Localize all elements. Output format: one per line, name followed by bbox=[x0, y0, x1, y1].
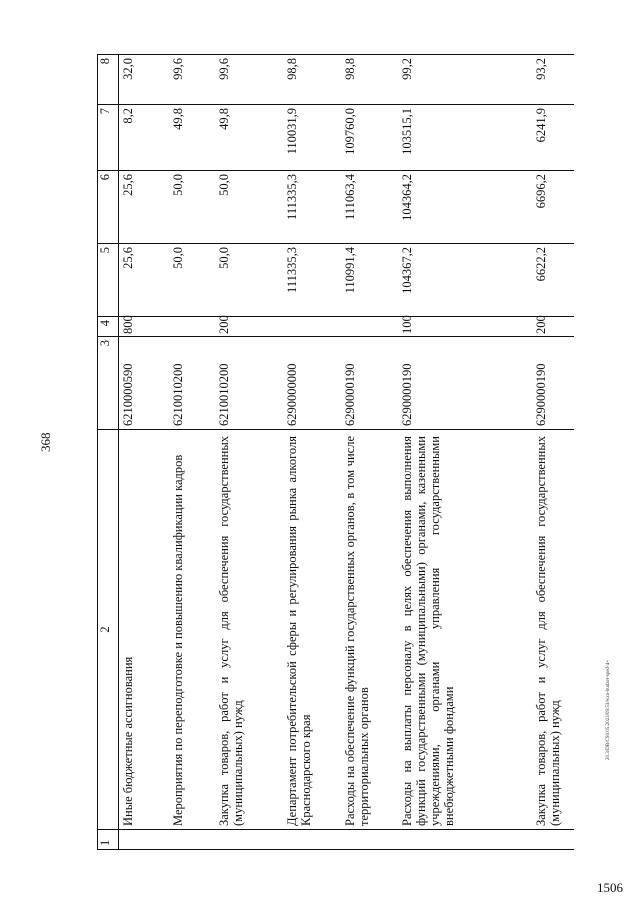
table-row bbox=[169, 55, 215, 850]
row-value-8: 99,6 bbox=[215, 55, 283, 105]
row-name: Расходы на выплаты персоналу в целях обеспечения выполнения функций государственными (муниципальными) органами, казенными учреждениями, органами управления государственными внебюджетными фондами bbox=[398, 430, 532, 830]
table-row bbox=[398, 55, 532, 850]
row-value-6: 111335,3 bbox=[283, 171, 341, 244]
row-code: 6210010200 bbox=[169, 337, 215, 430]
header-col-6: 6 bbox=[98, 171, 119, 244]
row-value-5: 50,0 bbox=[169, 244, 215, 317]
row-value-8: 99,2 bbox=[398, 55, 532, 105]
row-type: 800 bbox=[119, 317, 169, 337]
row-value-7: 49,8 bbox=[169, 105, 215, 171]
table-header-row bbox=[98, 55, 119, 850]
header-col-5: 5 bbox=[98, 244, 119, 317]
side-code: 20.3/DB/CS0.05.2023/09:53/wzn-budzet-sped-4+ bbox=[606, 660, 611, 760]
row-value-5: 111335,3 bbox=[283, 244, 341, 317]
row-type: 200 bbox=[215, 317, 283, 337]
row-value-5: 25,6 bbox=[119, 244, 169, 317]
row-name: Закупка товаров, работ и услуг для обеспечения государственных (муниципальных) нужд bbox=[532, 430, 574, 830]
row-name: Иные бюджетные ассигнования bbox=[119, 430, 169, 830]
row-name: Департамент потребительской сферы и регулирования рынка алкоголя Краснодарского края bbox=[283, 430, 341, 830]
row-value-6: 104364,2 bbox=[398, 171, 532, 244]
row-value-5: 104367,2 bbox=[398, 244, 532, 317]
row-value-8: 98,8 bbox=[341, 55, 398, 105]
row-value-7: 103515,1 bbox=[398, 105, 532, 171]
row-type bbox=[283, 317, 341, 337]
row-name: Расходы на обеспечение функций государственных органов, в том числе территориальных органов bbox=[341, 430, 398, 830]
row-value-6: 111063,4 bbox=[341, 171, 398, 244]
row-value-8: 98,8 bbox=[283, 55, 341, 105]
row-value-7: 110031,9 bbox=[283, 105, 341, 171]
budget-table bbox=[97, 54, 574, 850]
row-type: 200 bbox=[532, 317, 574, 337]
table-row bbox=[532, 55, 574, 850]
budget-table-container bbox=[97, 55, 562, 850]
header-col-1: 1 bbox=[98, 830, 119, 850]
row-value-7: 6241,9 bbox=[532, 105, 574, 171]
header-col-3: 3 bbox=[98, 337, 119, 430]
table-row bbox=[283, 55, 341, 850]
sheet-number: 1506 bbox=[597, 880, 623, 895]
row-value-6: 6696,2 bbox=[532, 171, 574, 244]
row-value-8: 93,2 bbox=[532, 55, 574, 105]
table-row bbox=[119, 55, 169, 850]
row-code: 6290000190 bbox=[341, 337, 398, 430]
row-value-5: 50,0 bbox=[215, 244, 283, 317]
row-name: Мероприятия по переподготовке и повышению квалификации кадров bbox=[169, 430, 215, 830]
row-value-6: 25,6 bbox=[119, 171, 169, 244]
row-value-5: 110991,4 bbox=[341, 244, 398, 317]
header-col-4: 4 bbox=[98, 317, 119, 337]
row-code: 6290000000 bbox=[283, 337, 341, 430]
header-col-7: 7 bbox=[98, 105, 119, 171]
row-type: 100 bbox=[398, 317, 532, 337]
row-code: 6210000590 bbox=[119, 337, 169, 430]
table-row bbox=[341, 55, 398, 850]
header-col-8: 8 bbox=[98, 55, 119, 105]
row-type bbox=[341, 317, 398, 337]
row-value-7: 49,8 bbox=[215, 105, 283, 171]
row-type bbox=[169, 317, 215, 337]
row-code: 6290000190 bbox=[398, 337, 532, 430]
table-row bbox=[215, 55, 283, 850]
row-value-5: 6622,2 bbox=[532, 244, 574, 317]
row-value-7: 8,2 bbox=[119, 105, 169, 171]
row-value-6: 50,0 bbox=[169, 171, 215, 244]
row-name: Закупка товаров, работ и услуг для обеспечения государственных (муниципальных) нужд bbox=[215, 430, 283, 830]
row-code: 6210010200 bbox=[215, 337, 283, 430]
row-value-8: 32,0 bbox=[119, 55, 169, 105]
row-value-8: 99,6 bbox=[169, 55, 215, 105]
row-value-7: 109760,0 bbox=[341, 105, 398, 171]
row-code: 6290000190 bbox=[532, 337, 574, 430]
row-value-6: 50,0 bbox=[215, 171, 283, 244]
header-col-2: 2 bbox=[98, 430, 119, 830]
page-number: 368 bbox=[38, 432, 53, 452]
